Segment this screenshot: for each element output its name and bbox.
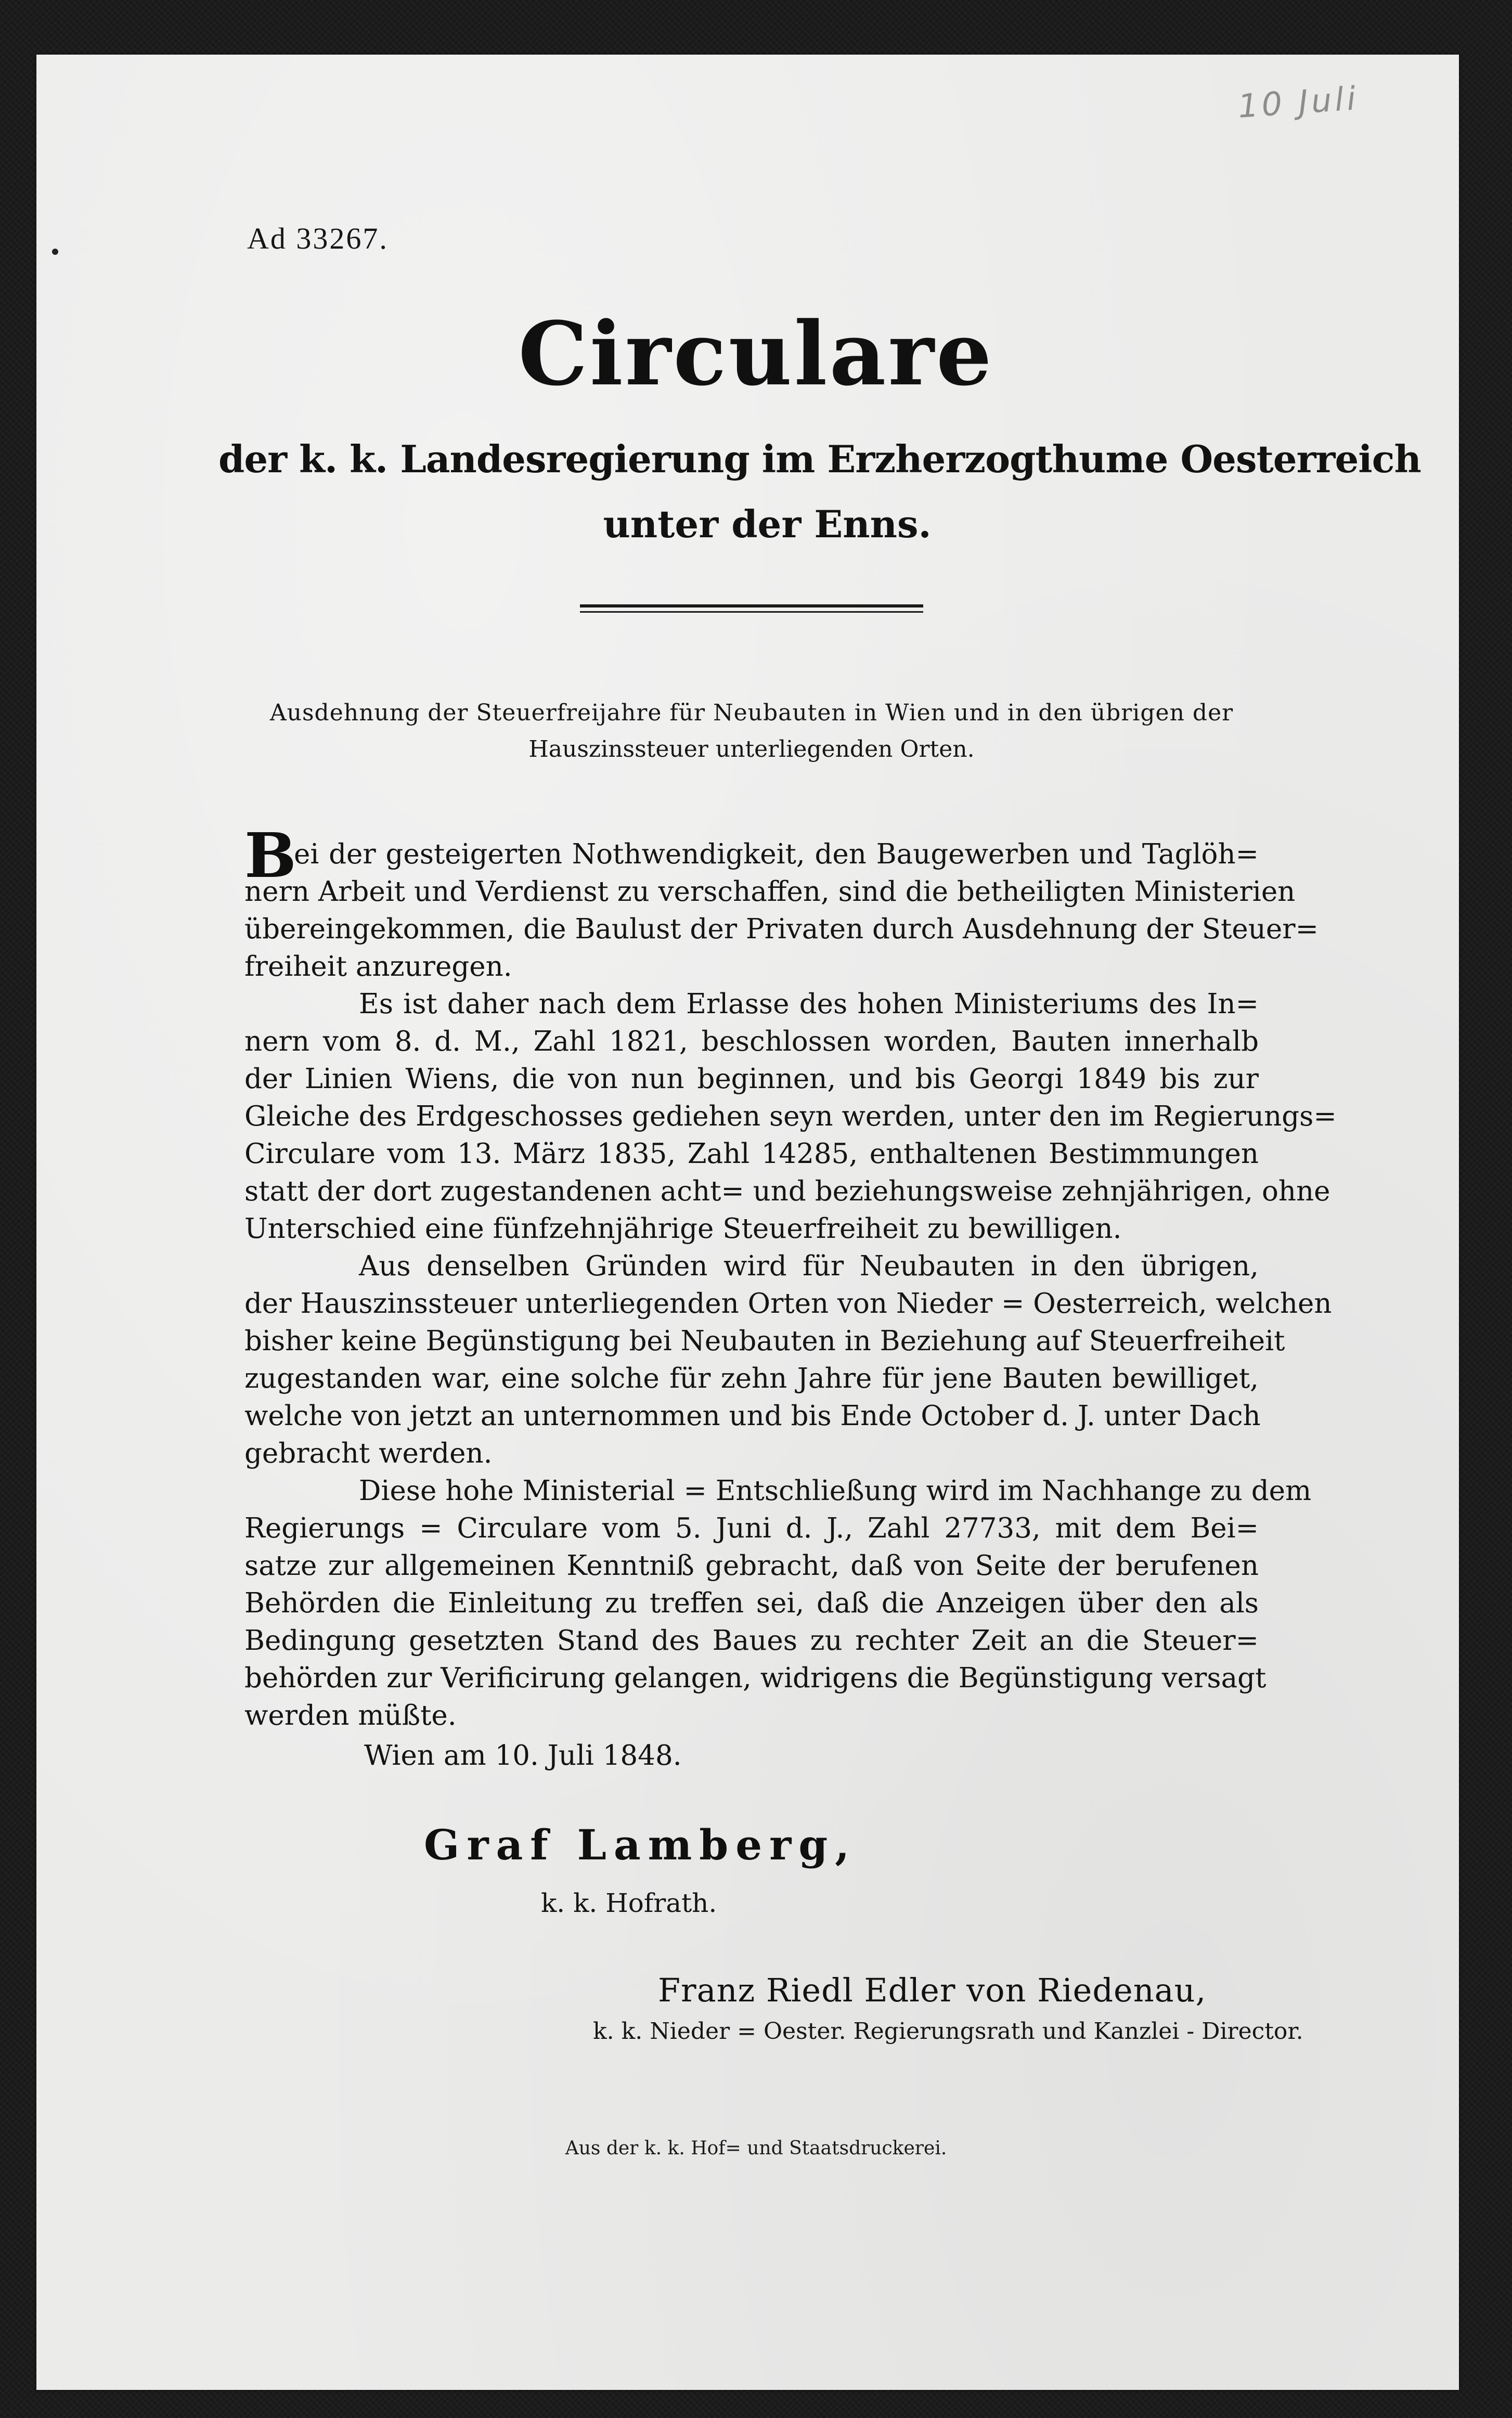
body-line: satze zur allgemeinen Kenntniß gebracht, daß von Seite der berufenen	[244, 1550, 1259, 1582]
body-line: behörden zur Verificirung gelangen, widrigens die Begünstigung versagt	[244, 1662, 1267, 1694]
body-line: gebracht werden.	[244, 1438, 493, 1469]
document-title: Circulare	[518, 302, 994, 405]
signatory-1-name: Graf Lamberg,	[424, 1820, 857, 1869]
body-line: welche von jetzt an unternommen und bis Ende October d. J. unter Dach	[244, 1400, 1261, 1432]
body-line: statt der dort zugestandenen acht= und beziehungsweise zehnjährigen, ohne	[244, 1175, 1330, 1207]
pencil-margin-note: 10 Juli	[1236, 79, 1360, 126]
body-line: Es ist daher nach dem Erlasse des hohen Ministeriums des In=	[359, 988, 1259, 1020]
body-line: Gleiche des Erdgeschosses gediehen seyn werden, unter den im Regierungs=	[244, 1101, 1337, 1132]
signatory-2-title: k. k. Nieder = Oester. Regierungsrath und Kanzlei - Director.	[593, 2018, 1303, 2045]
place-and-date: Wien am 10. Juli 1848.	[364, 1740, 682, 1772]
body-line: Bedingung gesetzten Stand des Baues zu rechter Zeit an die Steuer=	[244, 1625, 1259, 1657]
body-line: Regierungs = Circulare vom 5. Juni d. J., Zahl 27733, mit dem Bei=	[244, 1512, 1259, 1544]
body-line: Aus denselben Gründen wird für Neubauten in den übrigen,	[359, 1250, 1259, 1282]
body-line: freiheit anzuregen.	[244, 951, 512, 982]
body-line: zugestanden war, eine solche für zehn Jahre für jene Bauten bewilliget,	[244, 1363, 1259, 1394]
body-line: werden müßte.	[244, 1700, 457, 1731]
body-line: Circulare vom 13. März 1835, Zahl 14285, enthaltenen Bestimmungen	[244, 1138, 1259, 1170]
printer-imprint: Aus der k. k. Hof= und Staatsdruckerei.	[565, 2138, 947, 2159]
body-line: der Linien Wiens, die von nun beginnen, und bis Georgi 1849 bis zur	[244, 1063, 1259, 1095]
reference-number: Ad 33267.	[247, 222, 389, 255]
body-line: der Hauszinssteuer unterliegenden Orten von Nieder = Oesterreich, welchen	[244, 1288, 1332, 1320]
title-divider-thick	[580, 604, 923, 607]
subject-line-1: Ausdehnung der Steuerfreijahre für Neubauten in Wien und in den übrigen der	[269, 700, 1234, 726]
signatory-1-title: k. k. Hofrath.	[541, 1888, 717, 1918]
drop-cap-initial: B	[244, 819, 296, 891]
margin-ink-dot	[52, 249, 58, 255]
issuing-authority-line-2: unter der Enns.	[603, 502, 932, 546]
issuing-authority-line-1: der k. k. Landesregierung im Erzherzogthume Oesterreich	[218, 437, 1421, 481]
body-line: Diese hohe Ministerial = Entschließung wird im Nachhange zu dem	[359, 1475, 1312, 1507]
body-line: ei der gesteigerten Nothwendigkeit, den Baugewerben und Taglöh=	[294, 838, 1259, 870]
subject-line-2: Hauszinssteuer unterliegenden Orten.	[528, 736, 975, 762]
body-line: übereingekommen, die Baulust der Privaten durch Ausdehnung der Steuer=	[244, 913, 1319, 945]
body-line: nern vom 8. d. M., Zahl 1821, beschlossen worden, Bauten innerhalb	[244, 1026, 1259, 1057]
body-line: nern Arbeit und Verdienst zu verschaffen, sind die betheiligten Ministerien	[244, 876, 1296, 908]
body-line: Unterschied eine fünfzehnjährige Steuerfreiheit zu bewilligen.	[244, 1213, 1122, 1245]
title-divider-thin	[580, 611, 923, 613]
signatory-2-name: Franz Riedl Edler von Riedenau,	[658, 1971, 1207, 2009]
body-line: bisher keine Begünstigung bei Neubauten in Beziehung auf Steuerfreiheit	[244, 1325, 1285, 1357]
body-line: Behörden die Einleitung zu treffen sei, daß die Anzeigen über den als	[244, 1587, 1259, 1619]
